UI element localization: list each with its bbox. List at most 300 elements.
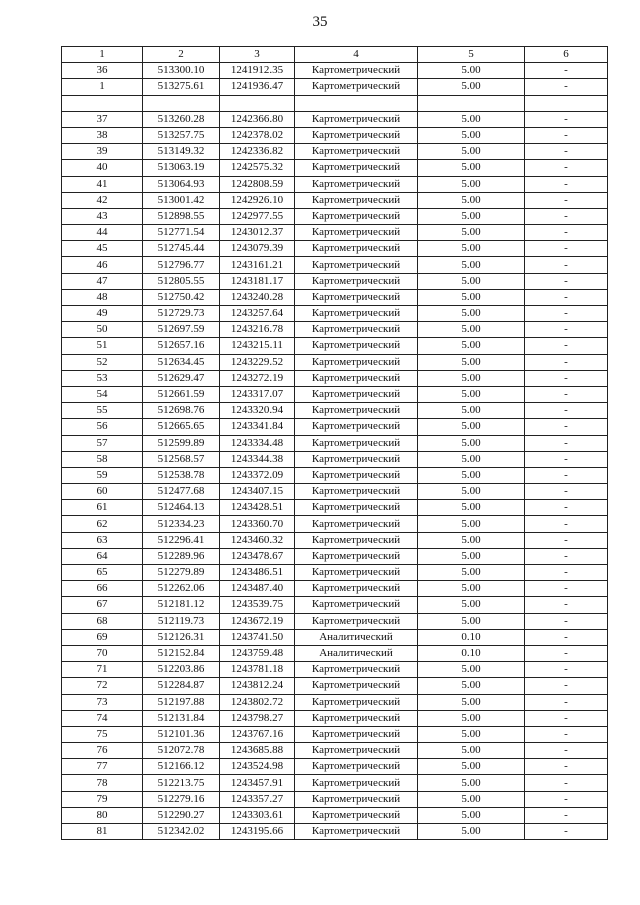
point-number-cell: 68 [62, 613, 143, 629]
x-coordinate-cell: 512729.73 [143, 306, 220, 322]
table-row [62, 225, 608, 241]
accuracy-cell: 5.00 [418, 241, 525, 257]
method-cell: Картометрический [295, 322, 418, 338]
accuracy-cell: 5.00 [418, 63, 525, 79]
y-coordinate-cell: 1243272.19 [220, 370, 295, 386]
x-coordinate-cell: 512279.16 [143, 791, 220, 807]
accuracy-cell: 5.00 [418, 225, 525, 241]
y-coordinate-cell [220, 95, 295, 111]
y-coordinate-cell: 1243487.40 [220, 581, 295, 597]
method-cell: Картометрический [295, 451, 418, 467]
method-cell: Картометрический [295, 710, 418, 726]
accuracy-cell: 5.00 [418, 824, 525, 840]
x-coordinate-cell: 512477.68 [143, 484, 220, 500]
point-number-cell: 70 [62, 645, 143, 661]
method-cell: Картометрический [295, 370, 418, 386]
point-number-cell: 48 [62, 289, 143, 305]
table-row [62, 759, 608, 775]
method-cell: Картометрический [295, 144, 418, 160]
note-cell: - [525, 581, 608, 597]
x-coordinate-cell: 513064.93 [143, 176, 220, 192]
method-cell: Картометрический [295, 241, 418, 257]
method-cell: Картометрический [295, 581, 418, 597]
y-coordinate-cell: 1241912.35 [220, 63, 295, 79]
method-cell: Картометрический [295, 289, 418, 305]
method-cell: Картометрический [295, 257, 418, 273]
x-coordinate-cell: 512898.55 [143, 208, 220, 224]
x-coordinate-cell: 513260.28 [143, 111, 220, 127]
method-cell: Картометрический [295, 467, 418, 483]
accuracy-cell: 5.00 [418, 532, 525, 548]
table-body [62, 63, 608, 840]
y-coordinate-cell: 1242977.55 [220, 208, 295, 224]
header-cell: 3 [220, 47, 295, 63]
x-coordinate-cell: 512284.87 [143, 678, 220, 694]
note-cell: - [525, 532, 608, 548]
accuracy-cell: 5.00 [418, 710, 525, 726]
table-row [62, 79, 608, 95]
point-number-cell: 50 [62, 322, 143, 338]
method-cell: Картометрический [295, 273, 418, 289]
y-coordinate-cell: 1243478.67 [220, 548, 295, 564]
table-row [62, 419, 608, 435]
point-number-cell: 75 [62, 726, 143, 742]
header-cell: 6 [525, 47, 608, 63]
accuracy-cell: 5.00 [418, 176, 525, 192]
note-cell: - [525, 451, 608, 467]
table-row [62, 192, 608, 208]
point-number-cell: 53 [62, 370, 143, 386]
table-row [62, 678, 608, 694]
accuracy-cell: 5.00 [418, 435, 525, 451]
y-coordinate-cell: 1243161.21 [220, 257, 295, 273]
x-coordinate-cell: 513275.61 [143, 79, 220, 95]
accuracy-cell: 5.00 [418, 581, 525, 597]
accuracy-cell: 5.00 [418, 759, 525, 775]
table-row [62, 807, 608, 823]
note-cell: - [525, 273, 608, 289]
y-coordinate-cell: 1243741.50 [220, 629, 295, 645]
point-number-cell: 81 [62, 824, 143, 840]
point-number-cell: 74 [62, 710, 143, 726]
accuracy-cell: 0.10 [418, 645, 525, 661]
x-coordinate-cell: 512629.47 [143, 370, 220, 386]
x-coordinate-cell: 512262.06 [143, 581, 220, 597]
accuracy-cell: 5.00 [418, 322, 525, 338]
method-cell: Картометрический [295, 160, 418, 176]
y-coordinate-cell: 1243781.18 [220, 662, 295, 678]
note-cell: - [525, 678, 608, 694]
header-cell: 2 [143, 47, 220, 63]
x-coordinate-cell: 512665.65 [143, 419, 220, 435]
method-cell: Картометрический [295, 597, 418, 613]
table-row [62, 63, 608, 79]
method-cell: Картометрический [295, 759, 418, 775]
method-cell: Картометрический [295, 500, 418, 516]
accuracy-cell: 5.00 [418, 613, 525, 629]
note-cell: - [525, 160, 608, 176]
x-coordinate-cell: 512101.36 [143, 726, 220, 742]
y-coordinate-cell: 1243317.07 [220, 386, 295, 402]
table-row [62, 435, 608, 451]
x-coordinate-cell: 512289.96 [143, 548, 220, 564]
note-cell: - [525, 354, 608, 370]
point-number-cell: 49 [62, 306, 143, 322]
table-row [62, 289, 608, 305]
x-coordinate-cell: 512279.89 [143, 565, 220, 581]
y-coordinate-cell: 1243215.11 [220, 338, 295, 354]
accuracy-cell: 5.00 [418, 662, 525, 678]
note-cell [525, 95, 608, 111]
accuracy-cell: 5.00 [418, 807, 525, 823]
accuracy-cell: 5.00 [418, 386, 525, 402]
y-coordinate-cell: 1243812.24 [220, 678, 295, 694]
table-row [62, 370, 608, 386]
y-coordinate-cell: 1243685.88 [220, 743, 295, 759]
note-cell: - [525, 370, 608, 386]
table-row [62, 694, 608, 710]
point-number-cell: 43 [62, 208, 143, 224]
y-coordinate-cell: 1243457.91 [220, 775, 295, 791]
note-cell: - [525, 824, 608, 840]
method-cell: Картометрический [295, 354, 418, 370]
method-cell: Картометрический [295, 306, 418, 322]
point-number-cell: 73 [62, 694, 143, 710]
note-cell: - [525, 338, 608, 354]
x-coordinate-cell [143, 95, 220, 111]
note-cell: - [525, 548, 608, 564]
x-coordinate-cell: 512796.77 [143, 257, 220, 273]
point-number-cell: 63 [62, 532, 143, 548]
accuracy-cell: 5.00 [418, 678, 525, 694]
accuracy-cell: 5.00 [418, 791, 525, 807]
note-cell: - [525, 63, 608, 79]
note-cell: - [525, 484, 608, 500]
note-cell: - [525, 289, 608, 305]
x-coordinate-cell: 513001.42 [143, 192, 220, 208]
method-cell: Картометрический [295, 435, 418, 451]
point-number-cell: 66 [62, 581, 143, 597]
y-coordinate-cell: 1243486.51 [220, 565, 295, 581]
method-cell: Картометрический [295, 791, 418, 807]
point-number-cell: 72 [62, 678, 143, 694]
table-row [62, 306, 608, 322]
x-coordinate-cell: 512698.76 [143, 403, 220, 419]
table-row [62, 241, 608, 257]
x-coordinate-cell: 512599.89 [143, 435, 220, 451]
note-cell: - [525, 176, 608, 192]
point-number-cell: 46 [62, 257, 143, 273]
point-number-cell: 44 [62, 225, 143, 241]
point-number-cell: 58 [62, 451, 143, 467]
note-cell: - [525, 208, 608, 224]
header-cell: 1 [62, 47, 143, 63]
table-row [62, 743, 608, 759]
y-coordinate-cell: 1243181.17 [220, 273, 295, 289]
note-cell: - [525, 241, 608, 257]
y-coordinate-cell: 1243372.09 [220, 467, 295, 483]
y-coordinate-cell: 1243798.27 [220, 710, 295, 726]
accuracy-cell: 5.00 [418, 289, 525, 305]
point-number-cell: 56 [62, 419, 143, 435]
method-cell: Картометрический [295, 775, 418, 791]
y-coordinate-cell: 1243357.27 [220, 791, 295, 807]
note-cell: - [525, 403, 608, 419]
point-number-cell: 40 [62, 160, 143, 176]
x-coordinate-cell: 512126.31 [143, 629, 220, 645]
method-cell: Картометрический [295, 694, 418, 710]
note-cell: - [525, 435, 608, 451]
accuracy-cell: 5.00 [418, 354, 525, 370]
note-cell: - [525, 662, 608, 678]
coordinates-table [61, 46, 608, 840]
header-cell: 5 [418, 47, 525, 63]
point-number-cell: 41 [62, 176, 143, 192]
y-coordinate-cell: 1243079.39 [220, 241, 295, 257]
point-number-cell: 45 [62, 241, 143, 257]
x-coordinate-cell: 513149.32 [143, 144, 220, 160]
accuracy-cell: 5.00 [418, 370, 525, 386]
accuracy-cell: 5.00 [418, 484, 525, 500]
x-coordinate-cell: 513300.10 [143, 63, 220, 79]
x-coordinate-cell: 512119.73 [143, 613, 220, 629]
method-cell: Картометрический [295, 516, 418, 532]
note-cell: - [525, 192, 608, 208]
point-number-cell: 42 [62, 192, 143, 208]
y-coordinate-cell: 1243344.38 [220, 451, 295, 467]
y-coordinate-cell: 1243012.37 [220, 225, 295, 241]
point-number-cell: 51 [62, 338, 143, 354]
point-number-cell: 62 [62, 516, 143, 532]
method-cell: Картометрический [295, 192, 418, 208]
table-row [62, 322, 608, 338]
point-number-cell: 65 [62, 565, 143, 581]
point-number-cell: 69 [62, 629, 143, 645]
table-row [62, 111, 608, 127]
table-row [62, 613, 608, 629]
point-number-cell: 54 [62, 386, 143, 402]
y-coordinate-cell: 1243195.66 [220, 824, 295, 840]
y-coordinate-cell: 1242366.80 [220, 111, 295, 127]
point-number-cell: 78 [62, 775, 143, 791]
x-coordinate-cell: 512568.57 [143, 451, 220, 467]
accuracy-cell: 5.00 [418, 597, 525, 613]
point-number-cell: 37 [62, 111, 143, 127]
y-coordinate-cell: 1243341.84 [220, 419, 295, 435]
point-number-cell: 36 [62, 63, 143, 79]
y-coordinate-cell: 1241936.47 [220, 79, 295, 95]
y-coordinate-cell: 1243360.70 [220, 516, 295, 532]
table-row [62, 208, 608, 224]
x-coordinate-cell: 512166.12 [143, 759, 220, 775]
note-cell: - [525, 257, 608, 273]
table-row [62, 791, 608, 807]
note-cell: - [525, 467, 608, 483]
y-coordinate-cell: 1243240.28 [220, 289, 295, 305]
accuracy-cell: 5.00 [418, 500, 525, 516]
accuracy-cell: 5.00 [418, 694, 525, 710]
note-cell: - [525, 500, 608, 516]
point-number-cell: 55 [62, 403, 143, 419]
point-number-cell: 57 [62, 435, 143, 451]
point-number-cell: 76 [62, 743, 143, 759]
x-coordinate-cell: 512464.13 [143, 500, 220, 516]
accuracy-cell: 5.00 [418, 127, 525, 143]
x-coordinate-cell: 512750.42 [143, 289, 220, 305]
point-number-cell: 60 [62, 484, 143, 500]
x-coordinate-cell: 512805.55 [143, 273, 220, 289]
x-coordinate-cell: 512634.45 [143, 354, 220, 370]
y-coordinate-cell: 1242808.59 [220, 176, 295, 192]
table-row [62, 144, 608, 160]
method-cell: Картометрический [295, 225, 418, 241]
y-coordinate-cell: 1243428.51 [220, 500, 295, 516]
accuracy-cell: 5.00 [418, 79, 525, 95]
table-row [62, 710, 608, 726]
table-row [62, 451, 608, 467]
x-coordinate-cell: 512296.41 [143, 532, 220, 548]
point-number-cell: 79 [62, 791, 143, 807]
note-cell: - [525, 225, 608, 241]
method-cell: Картометрический [295, 127, 418, 143]
accuracy-cell: 5.00 [418, 516, 525, 532]
note-cell: - [525, 79, 608, 95]
note-cell: - [525, 419, 608, 435]
x-coordinate-cell: 512745.44 [143, 241, 220, 257]
method-cell: Картометрический [295, 386, 418, 402]
y-coordinate-cell: 1243539.75 [220, 597, 295, 613]
note-cell: - [525, 127, 608, 143]
point-number-cell: 47 [62, 273, 143, 289]
method-cell: Картометрический [295, 743, 418, 759]
note-cell: - [525, 759, 608, 775]
method-cell: Картометрический [295, 807, 418, 823]
x-coordinate-cell: 512131.84 [143, 710, 220, 726]
method-cell: Картометрический [295, 662, 418, 678]
note-cell: - [525, 726, 608, 742]
accuracy-cell: 0.10 [418, 629, 525, 645]
table-row [62, 662, 608, 678]
method-cell: Картометрический [295, 338, 418, 354]
table-row [62, 127, 608, 143]
method-cell: Картометрический [295, 208, 418, 224]
note-cell: - [525, 645, 608, 661]
x-coordinate-cell: 512181.12 [143, 597, 220, 613]
accuracy-cell: 5.00 [418, 257, 525, 273]
y-coordinate-cell: 1243460.32 [220, 532, 295, 548]
table-row [62, 824, 608, 840]
y-coordinate-cell: 1243334.48 [220, 435, 295, 451]
method-cell: Картометрический [295, 111, 418, 127]
table-row [62, 581, 608, 597]
table-row [62, 645, 608, 661]
note-cell: - [525, 743, 608, 759]
method-cell: Аналитический [295, 645, 418, 661]
page-number: 35 [312, 14, 328, 30]
table-row [62, 629, 608, 645]
accuracy-cell: 5.00 [418, 306, 525, 322]
method-cell: Картометрический [295, 79, 418, 95]
accuracy-cell: 5.00 [418, 208, 525, 224]
method-cell: Картометрический [295, 484, 418, 500]
table-row [62, 386, 608, 402]
method-cell: Картометрический [295, 176, 418, 192]
note-cell: - [525, 386, 608, 402]
x-coordinate-cell: 512657.16 [143, 338, 220, 354]
method-cell: Картометрический [295, 419, 418, 435]
accuracy-cell: 5.00 [418, 467, 525, 483]
table-row [62, 403, 608, 419]
note-cell: - [525, 613, 608, 629]
x-coordinate-cell: 512213.75 [143, 775, 220, 791]
accuracy-cell: 5.00 [418, 775, 525, 791]
method-cell: Картометрический [295, 403, 418, 419]
table-row [62, 338, 608, 354]
y-coordinate-cell: 1243802.72 [220, 694, 295, 710]
y-coordinate-cell: 1242378.02 [220, 127, 295, 143]
note-cell: - [525, 565, 608, 581]
x-coordinate-cell: 512538.78 [143, 467, 220, 483]
accuracy-cell [418, 95, 525, 111]
point-number-cell: 80 [62, 807, 143, 823]
method-cell [295, 95, 418, 111]
point-number-cell: 38 [62, 127, 143, 143]
note-cell: - [525, 322, 608, 338]
y-coordinate-cell: 1243229.52 [220, 354, 295, 370]
table-header-row [62, 47, 608, 63]
y-coordinate-cell: 1242926.10 [220, 192, 295, 208]
note-cell: - [525, 144, 608, 160]
table-row [62, 565, 608, 581]
note-cell: - [525, 306, 608, 322]
table-row [62, 516, 608, 532]
point-number-cell [62, 95, 143, 111]
x-coordinate-cell: 512152.84 [143, 645, 220, 661]
method-cell: Картометрический [295, 63, 418, 79]
y-coordinate-cell: 1242336.82 [220, 144, 295, 160]
method-cell: Картометрический [295, 726, 418, 742]
table-row [62, 467, 608, 483]
note-cell: - [525, 710, 608, 726]
method-cell: Картометрический [295, 824, 418, 840]
point-number-cell: 61 [62, 500, 143, 516]
note-cell: - [525, 775, 608, 791]
x-coordinate-cell: 513257.75 [143, 127, 220, 143]
method-cell: Картометрический [295, 532, 418, 548]
point-number-cell: 71 [62, 662, 143, 678]
accuracy-cell: 5.00 [418, 451, 525, 467]
accuracy-cell: 5.00 [418, 726, 525, 742]
y-coordinate-cell: 1243320.94 [220, 403, 295, 419]
accuracy-cell: 5.00 [418, 419, 525, 435]
accuracy-cell: 5.00 [418, 273, 525, 289]
x-coordinate-cell: 513063.19 [143, 160, 220, 176]
y-coordinate-cell: 1243759.48 [220, 645, 295, 661]
accuracy-cell: 5.00 [418, 111, 525, 127]
point-number-cell: 64 [62, 548, 143, 564]
method-cell: Картометрический [295, 678, 418, 694]
note-cell: - [525, 694, 608, 710]
table-row [62, 95, 608, 111]
point-number-cell: 77 [62, 759, 143, 775]
table-row [62, 775, 608, 791]
y-coordinate-cell: 1243524.98 [220, 759, 295, 775]
x-coordinate-cell: 512697.59 [143, 322, 220, 338]
note-cell: - [525, 807, 608, 823]
x-coordinate-cell: 512197.88 [143, 694, 220, 710]
point-number-cell: 52 [62, 354, 143, 370]
accuracy-cell: 5.00 [418, 743, 525, 759]
